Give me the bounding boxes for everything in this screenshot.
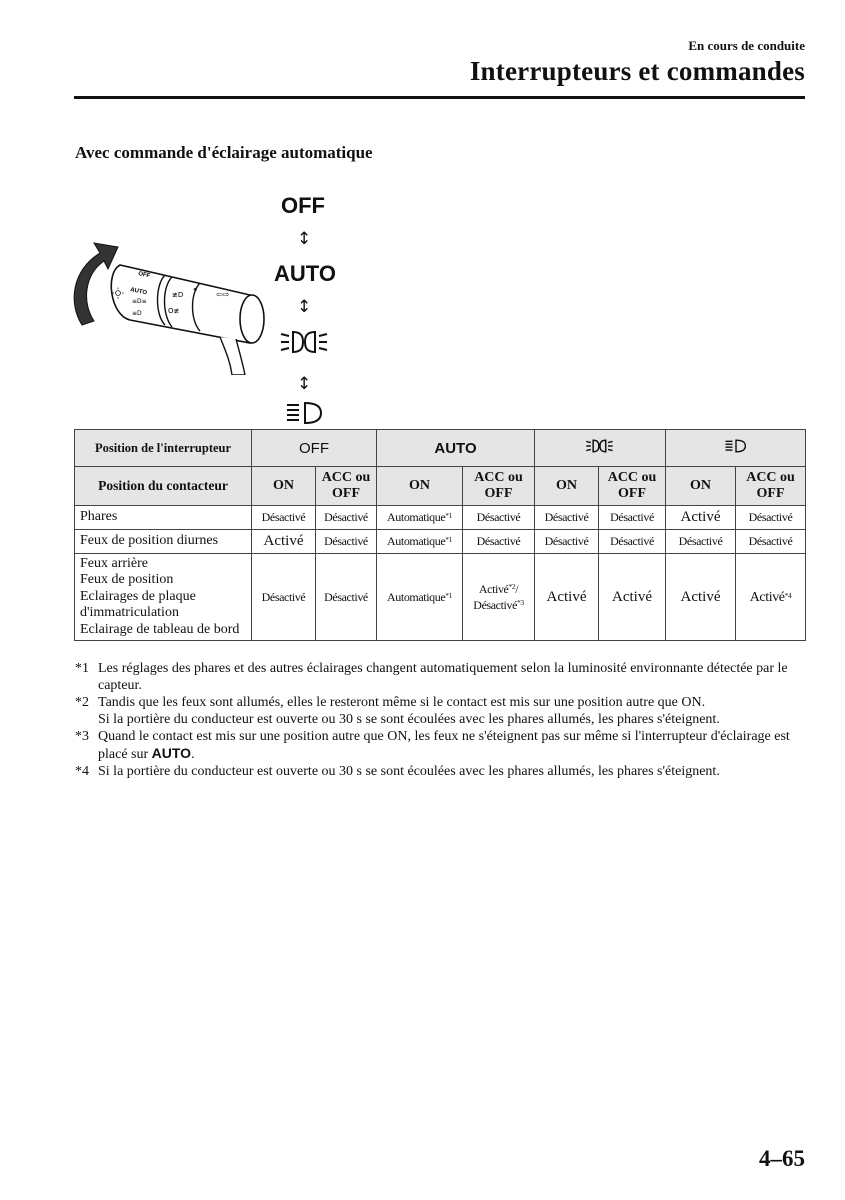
footnote: *1 Les réglages des phares et des autres éclairages changent automatiquement selon la luminosité environnante détectée par le capteur. [75, 661, 788, 693]
table-cell: Désactivé [252, 554, 316, 641]
table-row [75, 554, 806, 641]
table-cell: Désactivé [736, 506, 806, 530]
svg-text:≡D≡: ≡D≡ [132, 298, 147, 305]
diagram-label-auto: AUTO [274, 261, 336, 286]
section-label: En cours de conduite [688, 38, 805, 53]
table-cell: Désactivé [599, 530, 666, 554]
diagram-label-off: OFF [281, 193, 325, 218]
table-cell: Activé$^{*4}$ [736, 554, 806, 641]
table-cell: Automatique$^{*1}$ [377, 554, 463, 641]
header-on: ON [666, 467, 736, 506]
table-cell: Désactivé [463, 530, 535, 554]
header-on: ON [252, 467, 316, 506]
row-label: Feux arrière Feux de position Eclairages de plaque d'immatriculation Eclairage de tableau de bord [75, 554, 252, 641]
table-cell: Activé [599, 554, 666, 641]
table-header-row-ignition [75, 467, 806, 506]
header-acc: ACC ou OFF [316, 467, 377, 506]
low-beam-headlight-icon [285, 401, 325, 425]
header-acc: ACC ou OFF [599, 467, 666, 506]
table-cell: Activé [666, 554, 736, 641]
footnote: *4 Si la portière du conducteur est ouverte ou 30 s se sont écoulées avec les phares allumés, les phares s'éteignent. [75, 764, 720, 779]
light-switch-stalk-illustration [60, 225, 275, 375]
header-on: ON [535, 467, 599, 506]
table-cell: Désactivé [666, 530, 736, 554]
stalk-label-off: OFF [137, 271, 151, 280]
header-switch-position: Position de l'interrupteur [75, 430, 252, 467]
header-acc: ACC ou OFF [736, 467, 806, 506]
header-auto: AUTO [377, 430, 535, 467]
parking-lights-icon [279, 328, 331, 356]
table-cell: Désactivé [736, 530, 806, 554]
title-rule [74, 96, 805, 99]
row-label: Feux de position diurnes [75, 530, 252, 554]
footnote: *3 Quand le contact est mis sur une position autre que ON, les feux ne s'éteignent pas sur même si l'interrupteur d'éclairage est placé sur AUTO. [75, 729, 790, 762]
table-cell: Activé [666, 506, 736, 530]
low-beam-headlight-icon [724, 439, 748, 453]
svg-text:≡D: ≡D [132, 310, 142, 317]
up-down-arrow-icon: ↕ [297, 297, 312, 317]
page-title: Interrupteurs et commandes [469, 56, 805, 86]
stalk-label-auto: AUTO [129, 287, 148, 297]
header-parking-lights [535, 430, 666, 467]
up-down-arrow-icon: ↕ [297, 229, 312, 249]
svg-text:≢D: ≢D [172, 291, 184, 299]
table-cell: Activé$^{*2}$/ Désactivé$^{*3}$ [463, 554, 535, 641]
page-number: 4–65 [759, 1146, 805, 1171]
up-down-arrow-icon: ↕ [297, 374, 312, 394]
table-row [75, 506, 806, 530]
svg-text:O≢: O≢ [168, 307, 180, 315]
lighting-status-table [74, 429, 806, 641]
table-cell: Activé [535, 554, 599, 641]
table-cell: Désactivé [316, 530, 377, 554]
footnote: *2 Tandis que les feux sont allumés, elles le resteront même si le contact est mis sur une position autre que ON. Si la portière du conducteur est ouverte ou 30 s se sont écoulées avec les phares allumés, les phares s'éteignent. [75, 695, 720, 727]
parking-lights-icon [585, 438, 615, 454]
svg-text:⇦⇨: ⇦⇨ [216, 290, 230, 299]
table-cell: Désactivé [535, 530, 599, 554]
table-cell: Automatique$^{*1}$ [377, 530, 463, 554]
table-row [75, 530, 806, 554]
header-low-beam [666, 430, 806, 467]
table-cell: Désactivé [463, 506, 535, 530]
table-cell: Désactivé [599, 506, 666, 530]
footnotes [75, 660, 815, 780]
table-header-row-switch [75, 430, 806, 467]
table-cell: Désactivé [316, 506, 377, 530]
header-acc: ACC ou OFF [463, 467, 535, 506]
table-cell: Automatique$^{*1}$ [377, 506, 463, 530]
header-ignition-position: Position du contacteur [75, 467, 252, 506]
table-cell: Activé [252, 530, 316, 554]
subheading: Avec commande d'éclairage automatique [75, 143, 373, 162]
table-cell: Désactivé [252, 506, 316, 530]
table-cell: Désactivé [535, 506, 599, 530]
header-off: OFF [252, 430, 377, 467]
svg-text:◂: ◂ [193, 285, 197, 293]
table-cell: Désactivé [316, 554, 377, 641]
row-label: Phares [75, 506, 252, 530]
header-on: ON [377, 467, 463, 506]
